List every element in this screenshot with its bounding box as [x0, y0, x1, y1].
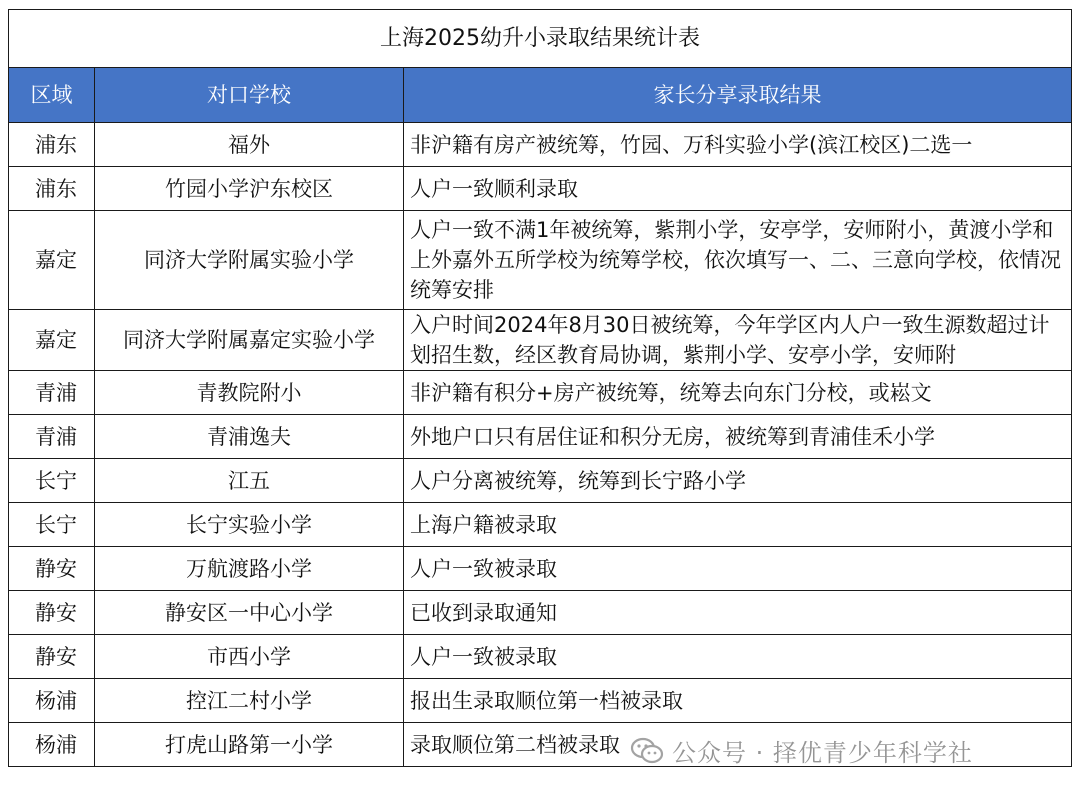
district-cell: 嘉定: [9, 310, 95, 371]
result-cell: 人户一致不满1年被统筹，紫荆小学，安亭学，安师附小，黄渡小学和上外嘉外五所学校为统筹学校，依次填写一、二、三意向学校，依情况统筹安排: [404, 211, 1072, 310]
district-cell: 静安: [9, 547, 95, 591]
result-cell: 人户分离被统筹，统筹到长宁路小学: [404, 459, 1072, 503]
school-cell: 打虎山路第一小学: [95, 723, 404, 767]
table-row: [9, 503, 1072, 547]
table-row: [9, 415, 1072, 459]
result-cell: 已收到录取通知: [404, 591, 1072, 635]
table-row: [9, 310, 1072, 371]
school-cell: 静安区一中心小学: [95, 591, 404, 635]
table-row: [9, 547, 1072, 591]
header-row: [9, 68, 1072, 123]
district-cell: 浦东: [9, 123, 95, 167]
result-cell: [404, 310, 1072, 371]
table-row: [9, 371, 1072, 415]
table-title: 上海2025幼升小录取结果统计表: [9, 10, 1072, 68]
result-cell: 录取顺位第二档被录取: [404, 723, 1072, 767]
school-cell: 青教院附小: [95, 371, 404, 415]
title-row: [9, 10, 1072, 68]
district-cell: 长宁: [9, 459, 95, 503]
table-row: [9, 123, 1072, 167]
school-cell: 青浦逸夫: [95, 415, 404, 459]
district-cell: 嘉定: [9, 211, 95, 310]
school-cell: 福外: [95, 123, 404, 167]
header-district: 区域: [9, 68, 95, 123]
district-cell: 杨浦: [9, 679, 95, 723]
result-cell: 人户一致顺利录取: [404, 167, 1072, 211]
table-row: [9, 167, 1072, 211]
header-result: 家长分享录取结果: [404, 68, 1072, 123]
table-row: [9, 635, 1072, 679]
district-cell: 静安: [9, 635, 95, 679]
result-cell: 人户一致被录取: [404, 547, 1072, 591]
watermark: [630, 733, 973, 768]
school-cell: 江五: [95, 459, 404, 503]
district-cell: 青浦: [9, 371, 95, 415]
district-cell: 静安: [9, 591, 95, 635]
result-text: 入户时间2024年8月30日被统筹，今年学区内人户一致生源数超过计划招生数，经区教育局协调，紫荆小学、安亭小学，安师附: [410, 313, 1050, 367]
district-cell: 杨浦: [9, 723, 95, 767]
table-row: [9, 459, 1072, 503]
admission-results-table: [8, 9, 1072, 767]
school-cell: 万航渡路小学: [95, 547, 404, 591]
table-row: [9, 679, 1072, 723]
school-cell: 长宁实验小学: [95, 503, 404, 547]
school-cell: 市西小学: [95, 635, 404, 679]
district-cell: 长宁: [9, 503, 95, 547]
table-row: [9, 211, 1072, 310]
result-cell: 非沪籍有积分+房产被统筹，统筹去向东门分校，或崧文: [404, 371, 1072, 415]
school-cell: 控江二村小学: [95, 679, 404, 723]
district-cell: 浦东: [9, 167, 95, 211]
table-row: [9, 591, 1072, 635]
header-school: 对口学校: [95, 68, 404, 123]
wechat-icon: [630, 736, 664, 766]
district-cell: 青浦: [9, 415, 95, 459]
result-cell: 上海户籍被录取: [404, 503, 1072, 547]
school-cell: 同济大学附属实验小学: [95, 211, 404, 310]
watermark-text: 公众号 · 择优青少年科学社: [672, 739, 973, 767]
school-cell: 同济大学附属嘉定实验小学: [95, 310, 404, 371]
result-cell: 人户一致被录取: [404, 635, 1072, 679]
result-cell: 外地户口只有居住证和积分无房，被统筹到青浦佳禾小学: [404, 415, 1072, 459]
result-cell: 报出生录取顺位第一档被录取: [404, 679, 1072, 723]
result-cell: 非沪籍有房产被统筹，竹园、万科实验小学(滨江校区)二选一: [404, 123, 1072, 167]
school-cell: 竹园小学沪东校区: [95, 167, 404, 211]
